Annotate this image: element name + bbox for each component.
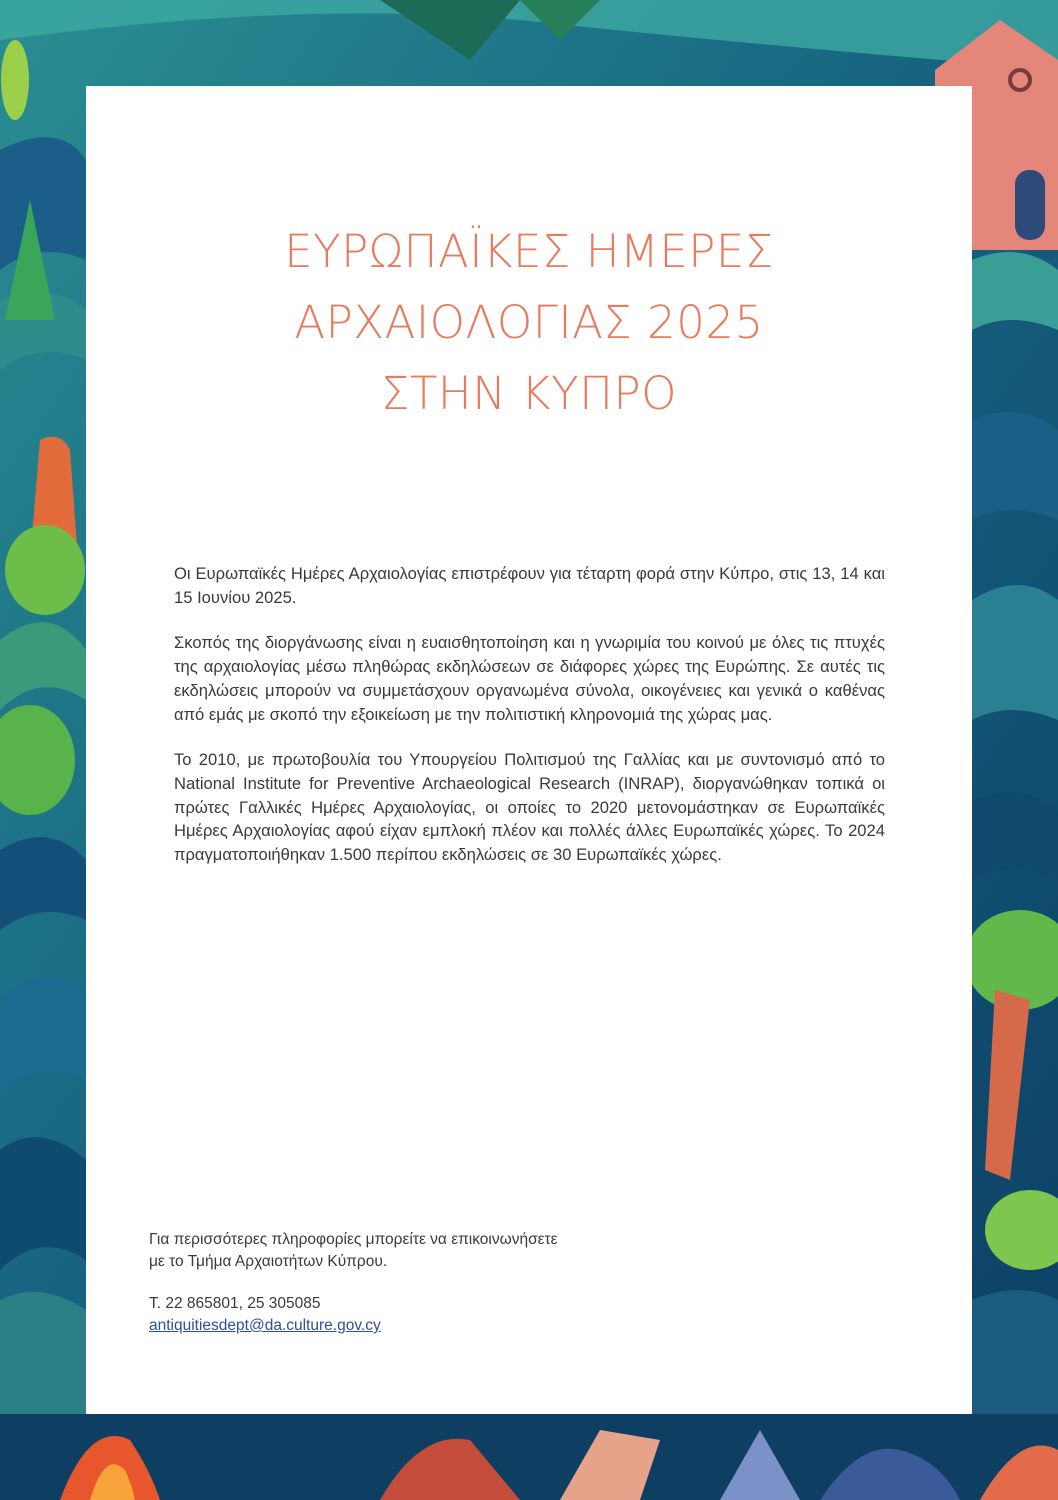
paragraph-purpose: Σκοπός της διοργάνωσης είναι η ευαισθητοποίηση και η γνωριμία του κοινού με όλες τις πτυχές της αρχαιολογίας μέσω πληθώρας εκδηλώσεων σε διάφορες χώρες της Ευρώπης. Σε αυτές τις εκδηλώσεις μπορούν να συμμετάσχουν οργανωμένα σύνολα, οικογένειες και γενικά ο καθένας από εμάς με σκοπό την εξοικείωση με την πολιτιστική κληρονομιά της χώρας μας.	[174, 633, 885, 724]
contact-info-line-2: με το Τμήμα Αρχαιοτήτων Κύπρου.	[149, 1253, 388, 1270]
contact-info-line-1: Για περισσότερες πληροφορίες μπορείτε να επικοινωνήσετε	[149, 1231, 558, 1248]
title-line-2: ΑΡΧΑΙΟΛΟΓΙΑΣ 2025	[294, 296, 764, 350]
contact-details	[149, 1293, 749, 1337]
contact-section	[149, 1229, 749, 1357]
paragraph-intro: Οι Ευρωπαϊκές Ημέρες Αρχαιολογίας επιστρέφουν για τέταρτη φορά στην Κύπρο, στις 13, 14 και 15 Ιουνίου 2025.	[174, 564, 885, 607]
contact-info	[149, 1229, 749, 1273]
body-text	[174, 562, 885, 889]
page-title	[86, 216, 972, 429]
title-line-1: ΕΥΡΩΠΑΪΚΕΣ ΗΜΕΡΕΣ	[284, 225, 774, 279]
email-link[interactable]: antiquitiesdept@da.culture.gov.cy	[149, 1317, 381, 1334]
phone-numbers: Τ. 22 865801, 25 305085	[149, 1295, 321, 1312]
paragraph-history: Το 2010, με πρωτοβουλία του Υπουργείου Πολιτισμού της Γαλλίας και με συντονισμό από το National Institute for Preventive Archaeological Research (INRAP), διοργανώθηκαν τοπικά οι πρώτες Γαλλικές Ημέρες Αρχαιολογίας, οι οποίες το 2020 μετονομάστηκαν σε Ευρωπαϊκές Ημέρες Αρχαιολογίας αφού είχαν εμπλοκή πλέον και πολλές άλλες Ευρωπαϊκές χώρες. Το 2024 πραγματοποιήθηκαν 1.500 περίπου εκδηλώσεις σε 30 Ευρωπαϊκές χώρες.	[174, 750, 885, 865]
content-card	[86, 86, 972, 1414]
title-line-3: ΣΤΗΝ ΚΥΠΡΟ	[380, 367, 678, 421]
